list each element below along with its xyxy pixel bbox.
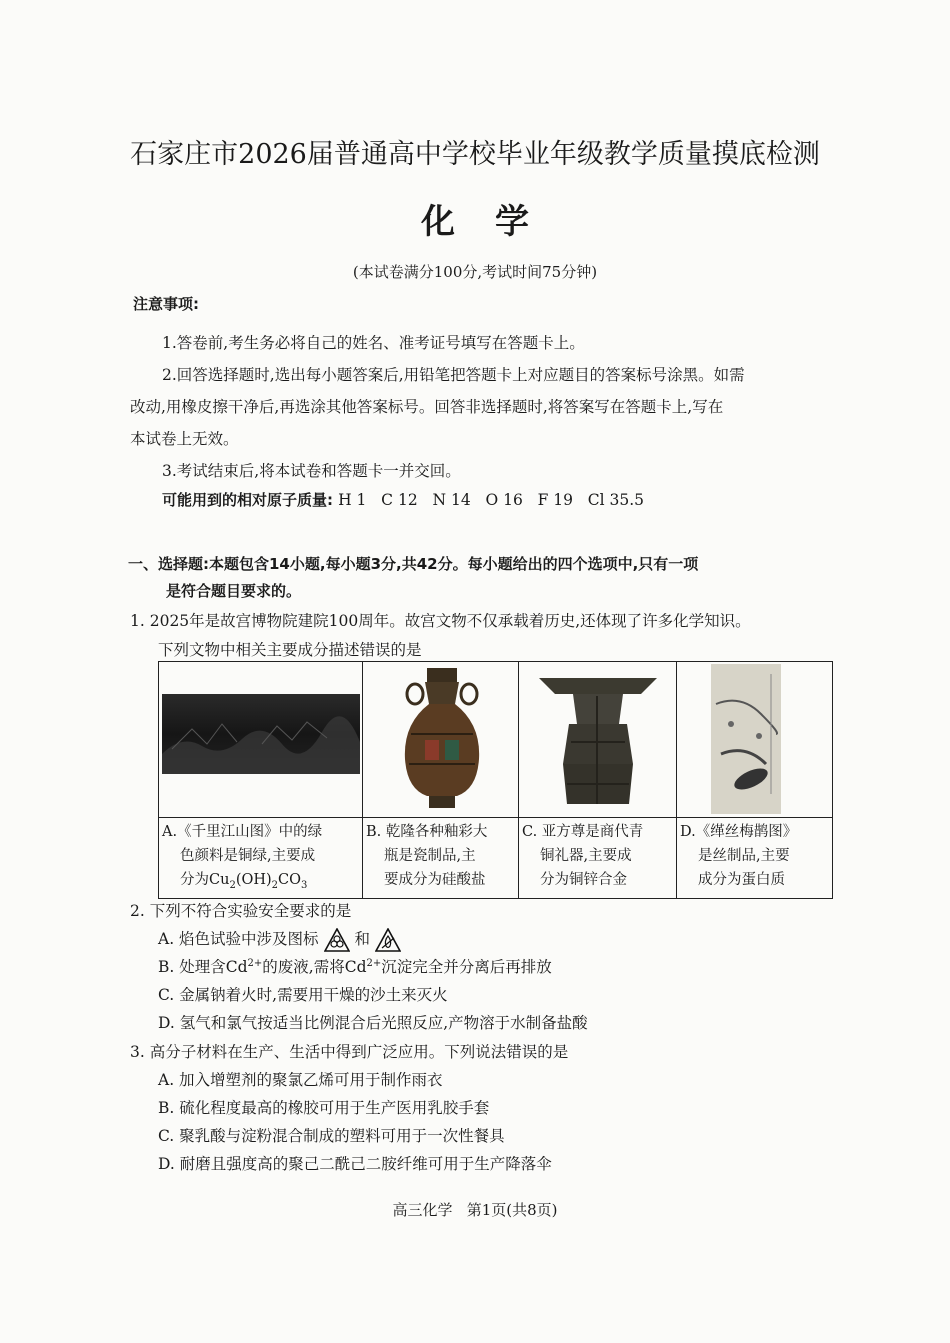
q1-option-a-line-2: 色颜料是铜绿,主要成 <box>180 848 316 864</box>
notice-item-3: 3.考试结束后,将本试卷和答题卡一并交回。 <box>162 462 461 480</box>
q1-option-d <box>677 818 833 899</box>
fire-hazard-icon <box>324 928 350 952</box>
porcelain-vase-image <box>397 664 487 814</box>
landscape-painting-image <box>162 694 360 774</box>
q1-option-a-line-3: 分为$Cu_2(OH)_2CO_3$ <box>180 872 308 891</box>
q1-option-c-line-2: 铜礼器,主要成 <box>540 848 632 864</box>
q1-option-d-line-3: 成分为蛋白质 <box>698 872 785 888</box>
flame-warning-icon <box>375 928 401 952</box>
q3-stem: 3. 高分子材料在生产、生活中得到广泛应用。下列说法错误的是 <box>130 1043 569 1061</box>
notice-heading: 注意事项: <box>133 295 199 313</box>
q1-option-c <box>519 818 677 899</box>
q1-option-a-letter: A. <box>162 824 178 840</box>
q1-options-table <box>158 661 833 899</box>
subject-title: 化学 <box>421 202 569 242</box>
q3-option-c: C. 聚乳酸与淀粉混合制成的塑料可用于一次性餐具 <box>158 1127 505 1145</box>
q1-option-a-line-1: 《千里江山图》中的绿 <box>177 824 323 840</box>
notice-item-2-line-2: 改动,用橡皮擦干净后,再选涂其他答案标号。回答非选择题时,将答案写在答题卡上,写在 <box>130 398 724 416</box>
q2-stem: 2. 下列不符合实验安全要求的是 <box>130 902 352 920</box>
bronze-vessel-image <box>533 664 663 814</box>
q1-option-a <box>159 818 363 899</box>
exam-title: 石家庄市2026届普通高中学校毕业年级教学质量摸底检测 <box>130 139 820 170</box>
q2-option-b: B. 处理含$Cd^{2+}$的废液,需将$Cd^{2+}$沉淀完全并分离后再排放 <box>158 957 552 976</box>
q1-option-c-letter: C. <box>522 824 538 840</box>
q1-option-c-line-1: 亚方尊是商代青 <box>541 824 644 840</box>
q2-option-a <box>158 927 401 952</box>
q1-option-d-letter: D. <box>680 824 696 840</box>
silk-tapestry-image <box>711 664 781 814</box>
atomic-mass-label: 可能用到的相对原子质量: <box>162 491 333 509</box>
q1-option-b <box>363 818 519 899</box>
q1-option-d-line-2: 是丝制品,主要 <box>698 848 790 864</box>
q1-stem-line-1: 1. 2025年是故宫博物院建院100周年。故宫文物不仅承载着历史,还体现了许多化学知识。 <box>130 612 751 630</box>
q3-option-a: A. 加入增塑剂的聚氯乙烯可用于制作雨衣 <box>158 1071 443 1089</box>
q1-image-cell-a <box>159 662 363 818</box>
q2-option-a-and: 和 <box>354 930 370 948</box>
q1-stem-line-2: 下列文物中相关主要成分描述错误的是 <box>158 641 422 659</box>
exam-info: (本试卷满分100分,考试时间75分钟) <box>352 263 598 281</box>
q2-option-c: C. 金属钠着火时,需要用干燥的沙土来灭火 <box>158 986 448 1004</box>
q1-image-cell-d <box>677 662 833 818</box>
q3-option-b: B. 硫化程度最高的橡胶可用于生产医用乳胶手套 <box>158 1099 490 1117</box>
q1-option-b-line-3: 要成分为硅酸盐 <box>384 872 486 888</box>
q1-option-b-letter: B. <box>366 824 382 840</box>
section-1-heading-line-1: 一、选择题:本题包含14小题,每小题3分,共42分。每小题给出的四个选项中,只有一项 <box>128 555 699 573</box>
q1-image-cell-c <box>519 662 677 818</box>
atomic-mass-line <box>162 489 644 510</box>
q2-option-d: D. 氢气和氯气按适当比例混合后光照反应,产物溶于水制备盐酸 <box>158 1014 588 1032</box>
notice-item-2-line-1: 2.回答选择题时,选出每小题答案后,用铅笔把答题卡上对应题目的答案标号涂黑。如需 <box>162 366 745 384</box>
q2-option-a-text: A. 焰色试验中涉及图标 <box>158 930 319 948</box>
atomic-mass-values: H 1 C 12 N 14 O 16 F 19 Cl 35.5 <box>338 491 645 509</box>
section-1-heading-line-2: 是符合题目要求的。 <box>166 582 302 600</box>
notice-item-2-line-3: 本试卷上无效。 <box>130 430 239 448</box>
q1-image-cell-b <box>363 662 519 818</box>
page-footer: 高三化学 第1页(共8页) <box>392 1201 558 1219</box>
q1-option-d-line-1: 《缂丝梅鹊图》 <box>695 824 798 840</box>
notice-item-1: 1.答卷前,考生务必将自己的姓名、准考证号填写在答题卡上。 <box>162 334 585 352</box>
q1-option-b-line-1: 乾隆各种釉彩大 <box>385 824 488 840</box>
q1-option-b-line-2: 瓶是瓷制品,主 <box>384 848 476 864</box>
q1-option-c-line-3: 分为铜锌合金 <box>540 872 627 888</box>
q3-option-d: D. 耐磨且强度高的聚己二酰己二胺纤维可用于生产降落伞 <box>158 1155 552 1173</box>
